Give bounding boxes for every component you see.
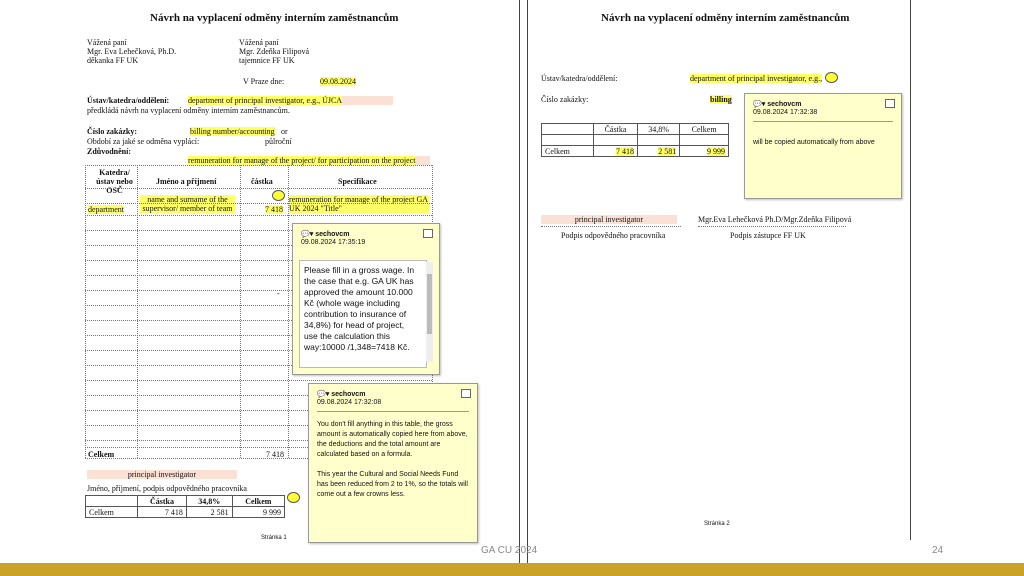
right-order-field[interactable]: billing (710, 95, 732, 104)
addressee2-line1: Vážená paní (239, 38, 279, 47)
minimize-icon[interactable] (461, 389, 471, 398)
order-label: Číslo zakázky: (87, 127, 137, 136)
right-pi-field[interactable]: principal investigator (541, 215, 677, 224)
comment-popup-gross-wage[interactable] (292, 223, 440, 375)
addressee1-line2: Mgr. Eva Lehečková, Ph.D. (87, 47, 177, 56)
table-vline (137, 165, 138, 458)
addressee1-line3: děkanka FF UK (87, 56, 139, 65)
right-dept-label: Ústav/katedra/oddělení: (541, 74, 618, 83)
col-amount-header: částka (251, 177, 273, 186)
signature-rule (541, 226, 681, 227)
row1-amount[interactable]: 7 418 (265, 205, 283, 214)
comment-body: Please fill in a gross wage. In the case that e.g. GA UK has approved the amount 10.000 Kč (whole wage including contribution to insurance of 34,8%) for head of project, use the calculation this way:10000 /1,348=7418 Kč. (304, 265, 415, 352)
right-summary-table (541, 123, 729, 157)
comment-time: 09.08.2024 17:32:08 (317, 399, 382, 406)
signature-rule (698, 226, 846, 227)
sum-cell: 9 999 (707, 146, 725, 156)
sum-cell: 2 581 (658, 146, 677, 156)
comment-popup-table-info[interactable] (308, 383, 478, 543)
comment-bubble-icon[interactable] (272, 190, 285, 201)
comment-time: 09.08.2024 17:32:38 (753, 109, 818, 116)
total-label: Celkem (88, 450, 115, 459)
left-page-number: Stránka 1 (261, 535, 287, 541)
sum-header: Celkem (232, 496, 284, 507)
left-page-title: Návrh na vyplacení odměny interním zaměstnancům (150, 12, 399, 24)
sum-header: Celkem (680, 124, 729, 135)
sum-header: 34,8% (637, 124, 679, 135)
sum-cell: Celkem (542, 146, 594, 157)
date-field[interactable]: 09.08.2024 (320, 77, 356, 86)
reason-label: Zdůvodnění: (87, 147, 132, 156)
page-divider (519, 0, 520, 576)
right-pi-caption: Podpis odpovědného pracovníka (561, 231, 666, 240)
left-summary-table (85, 495, 285, 518)
sum-cell: 7 418 (615, 146, 634, 156)
date-label: V Praze dne: (243, 77, 285, 86)
sum-cell: Celkem (86, 507, 138, 518)
comment-separator (317, 411, 469, 412)
sum-cell: 2 581 (186, 507, 232, 518)
row1-dept[interactable]: department (88, 205, 124, 214)
sum-header: Částka (138, 496, 187, 507)
row-dash: - (277, 289, 280, 298)
col-dept-header: Katedra/ ústav nebo OSČ (96, 168, 133, 195)
comment-popup-auto-copy[interactable] (744, 93, 902, 199)
comment-author: 💬▾ sechovcm (317, 391, 366, 398)
table-vline (288, 165, 289, 458)
col-name-header: Jméno a příjmení (156, 177, 217, 186)
comment-time: 09.08.2024 17:35:19 (301, 239, 366, 246)
minimize-icon[interactable] (423, 229, 433, 238)
right-page-number: Stránka 2 (704, 521, 730, 527)
comment-author: 💬▾ sechovcm (301, 231, 350, 238)
page-edge (910, 0, 911, 540)
footer-text: GA CU 2024 (481, 545, 538, 556)
pi-field[interactable]: principal investigator (87, 470, 237, 479)
order-or: or (281, 127, 288, 136)
period-value[interactable]: půlroční (265, 137, 292, 146)
reason-field-bg[interactable] (188, 156, 430, 165)
signature-label: Jméno, příjmení, podpis odpovědného pracovníka (87, 484, 247, 493)
sum-header: 34,8% (186, 496, 232, 507)
right-page-title: Návrh na vyplacení odměny interním zaměstnancům (601, 12, 850, 24)
sum-header: Částka (594, 124, 638, 135)
comment-body: will be copied automatically from above (753, 139, 875, 146)
comment-separator (753, 121, 893, 122)
page-edge (527, 0, 528, 576)
comment-textarea[interactable] (299, 260, 427, 368)
addressee2-line2: Mgr. Zdeňka Filipová (239, 47, 309, 56)
comment-author: 💬▾ sechovcm (753, 101, 802, 108)
comment-body: You don't fill anything in this table, the gross amount is automatically copied here from above, the deductions and the total amount are calculated based on a formula. This year the Cultural and Social Needs Fund has been reduced from 2 to 1%, so the totals will come out a few crowns less. (317, 421, 468, 498)
minimize-icon[interactable] (885, 99, 895, 108)
deputy-caption: Podpis zástupce FF UK (730, 231, 806, 240)
dept-label: Ústav/katedra/oddělení: (87, 96, 170, 105)
col-spec-header: Specifikace (338, 177, 377, 186)
table-vline (85, 165, 86, 458)
period-label: Období za jaké se odměna vyplácí: (87, 137, 200, 146)
right-dept-field[interactable]: department of principal investigator, e.g., (690, 74, 823, 83)
scrollbar-thumb[interactable] (427, 274, 432, 334)
comment-scrollbar[interactable] (426, 262, 433, 362)
total-value: 7 418 (266, 450, 284, 459)
table-vline (240, 165, 241, 458)
dept-field[interactable]: department of principal investigator, e.g., ÚJCA (188, 96, 343, 105)
sum-cell: 7 418 (138, 507, 187, 518)
order-field[interactable]: billing number/accounting (190, 127, 275, 136)
reason-field[interactable]: remuneration for manage of the project/ for participation on the project (188, 156, 416, 165)
right-order-label: Číslo zakázky: (541, 95, 589, 104)
slide-number: 24 (932, 545, 944, 556)
addressee1-line1: Vážená paní (87, 38, 127, 47)
sum-cell: 9 999 (232, 507, 284, 518)
dept-field-bg[interactable] (188, 96, 393, 105)
comment-bubble-icon[interactable] (825, 72, 838, 83)
row1-name[interactable]: name and surname of the supervisor/ member of team (140, 195, 235, 213)
footer-accent-bar (0, 563, 1024, 576)
deputy-name: Mgr.Eva Lehečková Ph.D/Mgr.Zdeňka Filipová (698, 215, 852, 224)
comment-bubble-icon[interactable] (287, 492, 300, 503)
addressee2-line3: tajemnice FF UK (239, 56, 295, 65)
proposal-text: předkládá návrh na vyplacení odměny interním zaměstnancům. (87, 106, 290, 115)
row1-spec[interactable]: remuneration for manage of the project GA UK 2024 "Title" (289, 195, 429, 213)
